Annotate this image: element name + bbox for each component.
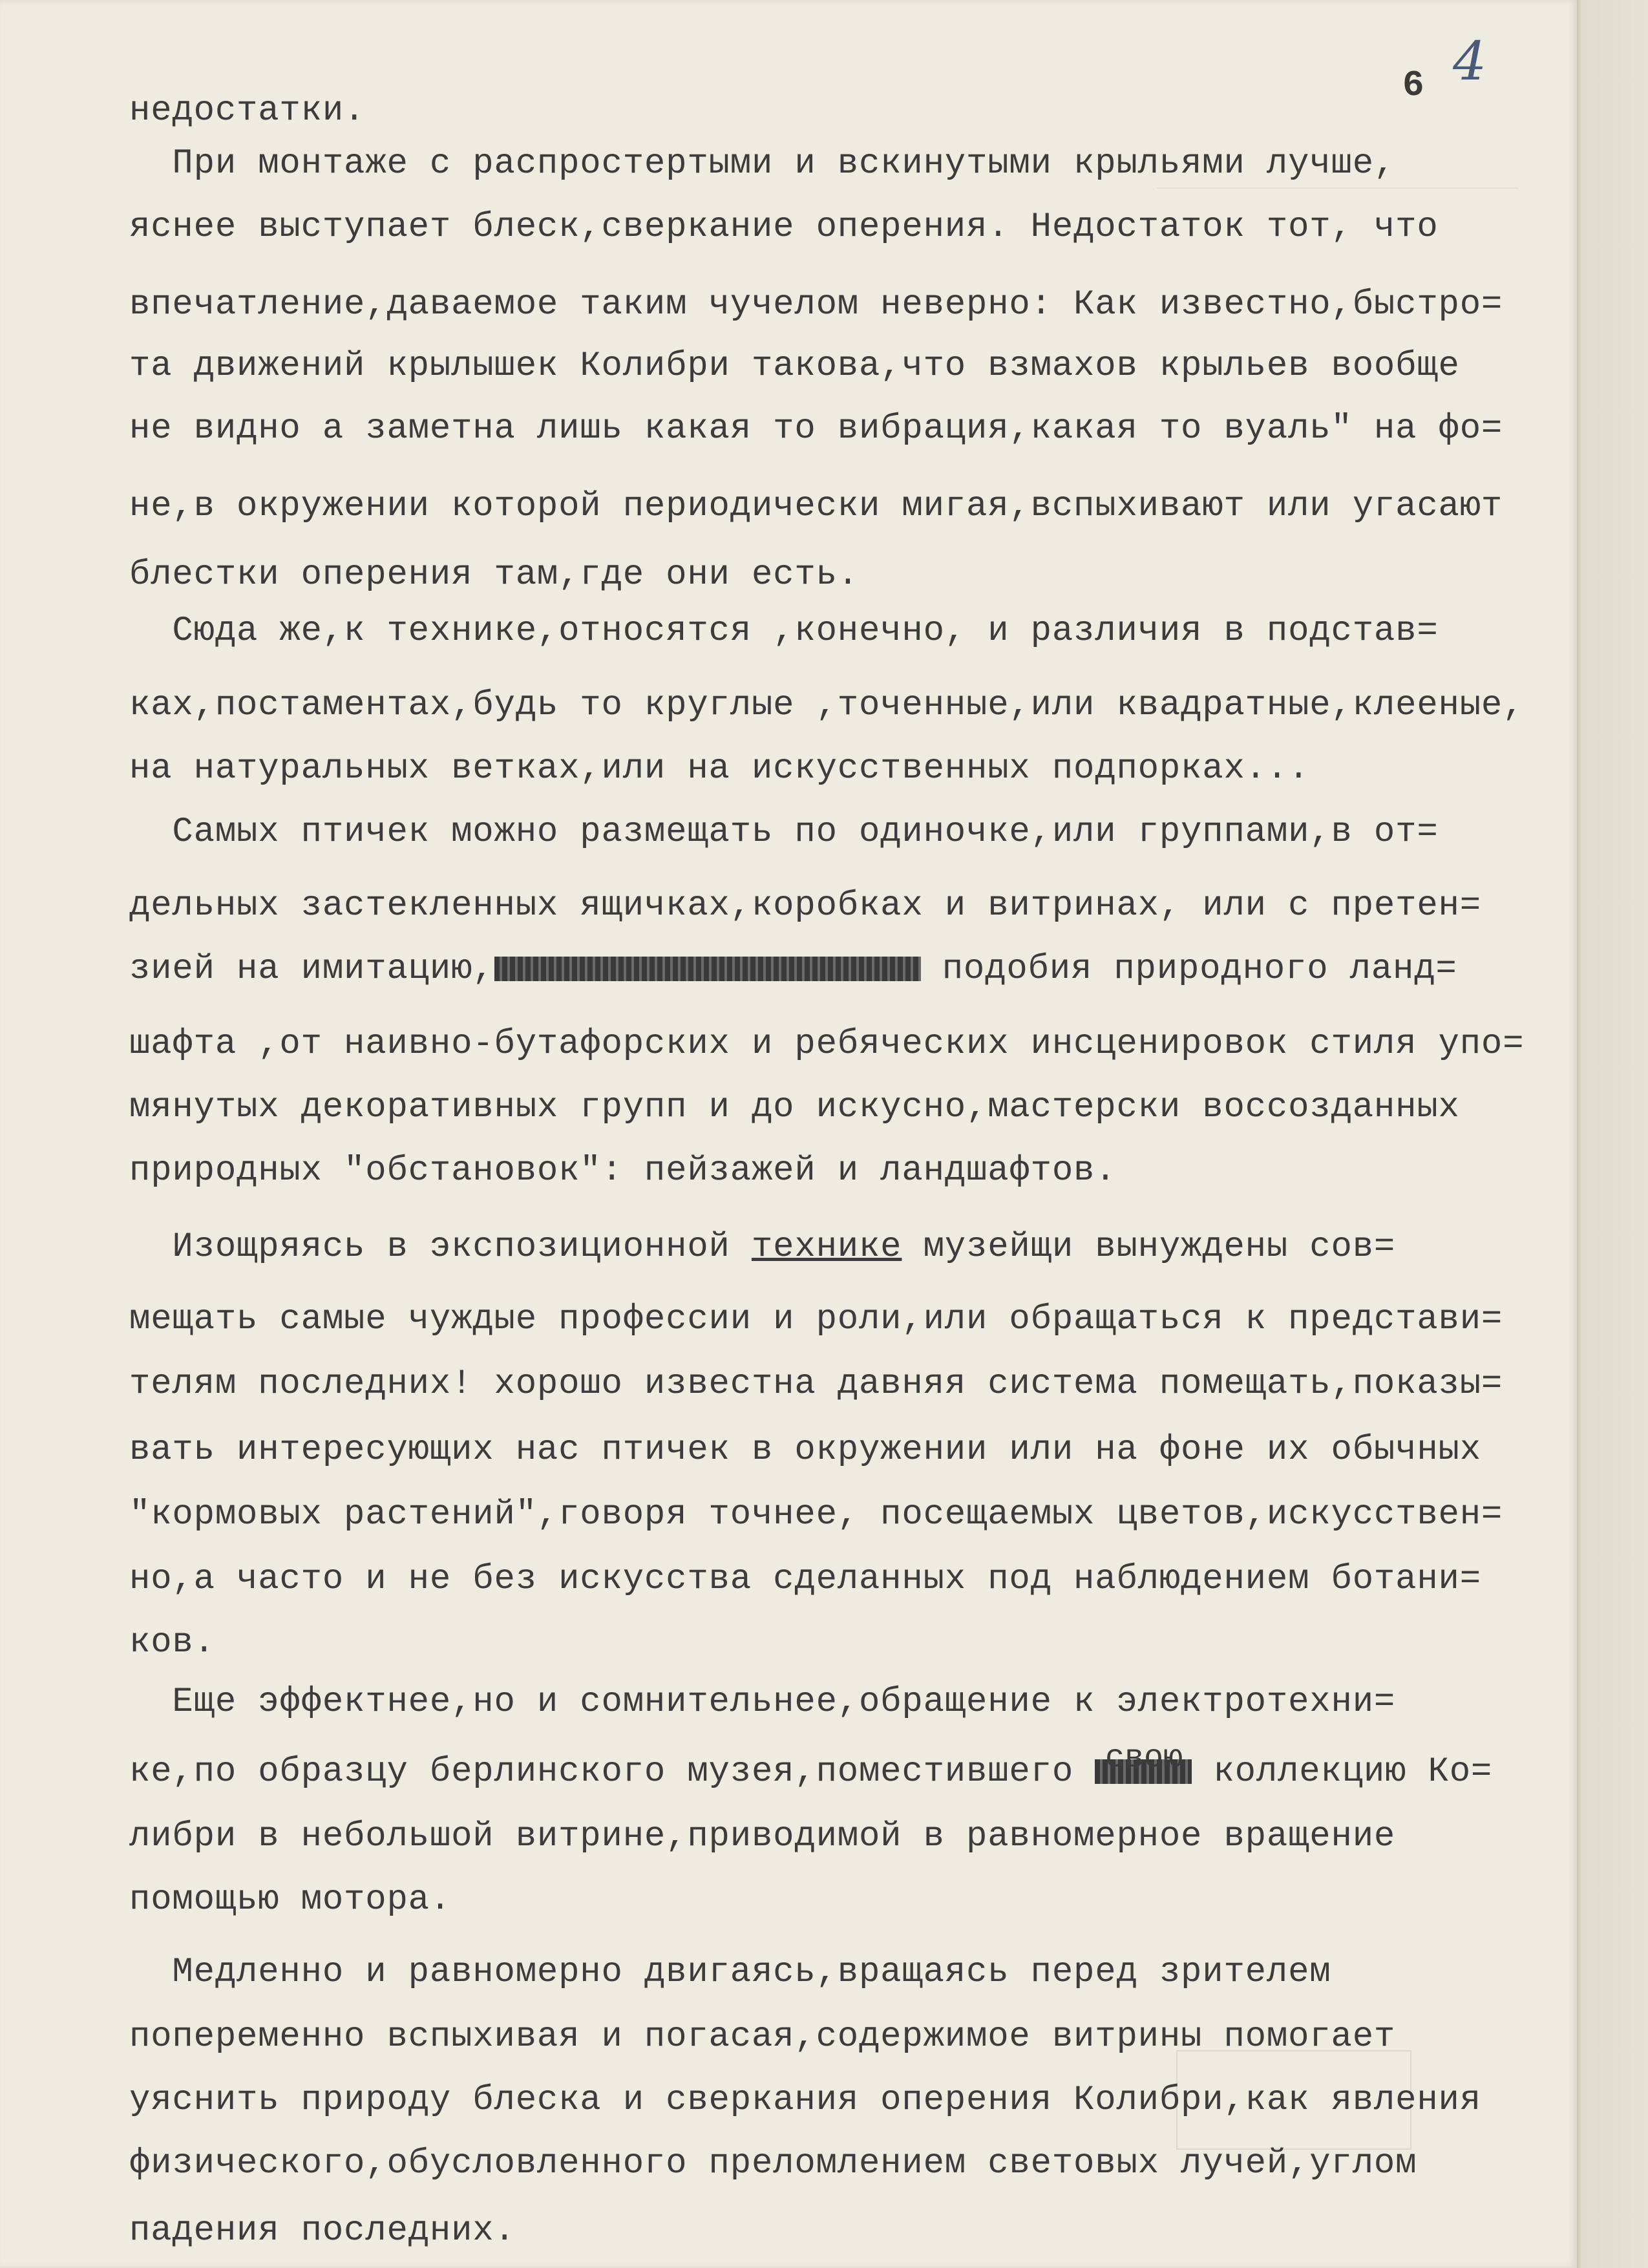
text-line xyxy=(129,1952,1532,1993)
text-line-content: мянутых декоративных групп и до искусно,мастерски воссозданных xyxy=(129,1088,1460,1127)
text-line-content: мещать самые чуждые профессии и роли,или обращаться к представи= xyxy=(129,1300,1503,1339)
text-line xyxy=(129,2017,1532,2058)
text-line-content: либри в небольшой витрине,приводимой в равномерное вращение xyxy=(129,1817,1396,1856)
text-line xyxy=(129,1622,1532,1664)
text-line-content: не видно а заметна лишь какая то вибрация,какая то вуаль" на фо= xyxy=(129,409,1503,449)
text-line-content: попеременно вспыхивая и погасая,содержимое витрины помогает xyxy=(129,2017,1396,2057)
text-line xyxy=(129,284,1532,326)
text-line-content: впечатление,даваемое таким чучелом неверно: Как известно,быстро= xyxy=(129,285,1503,324)
text-line xyxy=(129,346,1532,387)
text-line xyxy=(129,1559,1532,1600)
text-line-content: природных "обстановок": пейзажей и ландшафтов. xyxy=(129,1151,1117,1191)
text-line-content: шафта ,от наивно-бутафорских и ребяческих инсценировок стиля упо= xyxy=(129,1024,1525,1064)
text-line xyxy=(129,408,1532,450)
text-line-content: яснее выступает блеск,сверкание оперения. Недостаток тот, что xyxy=(129,207,1439,247)
page-edge xyxy=(1577,0,1648,2268)
text-line xyxy=(129,1682,1532,1723)
text-line xyxy=(129,1880,1532,1921)
handwritten-page-number: 4 xyxy=(1453,31,1487,92)
text-line-content: вать интересующих нас птичек в окружении или на фоне их обычных xyxy=(129,1430,1481,1470)
text-line xyxy=(129,611,1532,652)
text-line xyxy=(129,949,1532,990)
text-line-content: "кормовых растений",говоря точнее, посещаемых цветов,искусствен= xyxy=(129,1495,1503,1534)
text-line xyxy=(129,486,1532,527)
text-line xyxy=(129,1752,1532,1793)
text-line-content: не,в окружении которой периодически мигая,вспыхивают или угасают xyxy=(129,487,1503,526)
text-line xyxy=(129,143,1532,185)
text-line-content: дельных застекленных ящичках,коробках и витринах, или с претен= xyxy=(129,886,1481,926)
text-line xyxy=(129,1299,1532,1341)
struck-out-text xyxy=(494,957,921,981)
text-line-content: Сюда же,к технике,относятся ,конечно, и различия в подстав= xyxy=(129,611,1439,651)
text-line-content: помощью мотора. xyxy=(129,1880,452,1920)
text-line xyxy=(129,1364,1532,1405)
text-line-content: ках,постаментах,будь то круглые ,точенные,или квадратные,клееные, xyxy=(129,686,1525,725)
text-line xyxy=(129,2080,1532,2121)
text-line-content: зией на имитацию, xyxy=(129,949,494,989)
interlinear-insertion: свою xyxy=(1105,1740,1183,1777)
text-line-content: Самых птичек можно размещать по одиночке,или группами,в от= xyxy=(129,812,1439,852)
text-line xyxy=(129,555,1532,596)
text-line xyxy=(129,1227,1532,1268)
text-line-content: блестки оперения там,где они есть. xyxy=(129,555,859,595)
text-line-content: на натуральных ветках,или на искусственных подпорках... xyxy=(129,749,1310,789)
underlined-word: технике xyxy=(751,1227,902,1267)
text-line xyxy=(129,1430,1532,1471)
text-line xyxy=(129,207,1532,248)
text-line xyxy=(129,2210,1532,2252)
text-line-content: телям последних! хорошо известна давняя система помещать,показы= xyxy=(129,1364,1503,1404)
text-line-content: недостатки. xyxy=(129,91,366,131)
text-line xyxy=(129,2143,1532,2185)
text-line xyxy=(129,1494,1532,1536)
text-line-content: физического,обусловленного преломлением световых лучей,углом xyxy=(129,2144,1417,2183)
text-line xyxy=(129,90,1532,132)
text-line xyxy=(129,685,1532,726)
text-line xyxy=(129,812,1532,853)
text-line-continuation: подобия природного ланд= xyxy=(920,949,1457,989)
text-line-content: та движений крылышек Колибри такова,что взмахов крыльев вообще xyxy=(129,346,1460,386)
text-line-content: падения последних. xyxy=(129,2211,516,2251)
text-line-content: Еще эффектнее,но и сомнительнее,обращение к электротехни= xyxy=(129,1682,1396,1722)
text-line-content: ке,по образцу берлинского музея,поместившего xyxy=(129,1752,1095,1792)
text-line xyxy=(129,748,1532,790)
text-line xyxy=(129,1024,1532,1065)
text-line-content: уяснить природу блеска и сверкания оперения Колибри,как явления xyxy=(129,2081,1481,2120)
text-line xyxy=(129,885,1532,927)
text-line-content: но,а часто и не без искусства сделанных под наблюдением ботани= xyxy=(129,1560,1481,1599)
text-line xyxy=(129,1816,1532,1858)
page-number: 6 xyxy=(1402,65,1424,106)
text-line-continuation: коллекцию Ко= xyxy=(1192,1752,1493,1792)
text-line-content: ков. xyxy=(129,1623,215,1662)
text-line-content: Медленно и равномерно двигаясь,вращаясь перед зрителем xyxy=(129,1953,1331,1992)
text-line-content: Изощряясь в экспозиционной технике музейщи вынуждены сов= xyxy=(129,1227,1396,1267)
text-line xyxy=(129,1087,1532,1129)
text-line-content: При монтаже с распростертыми и вскинутыми крыльями лучше, xyxy=(129,144,1396,184)
text-line xyxy=(129,1150,1532,1192)
